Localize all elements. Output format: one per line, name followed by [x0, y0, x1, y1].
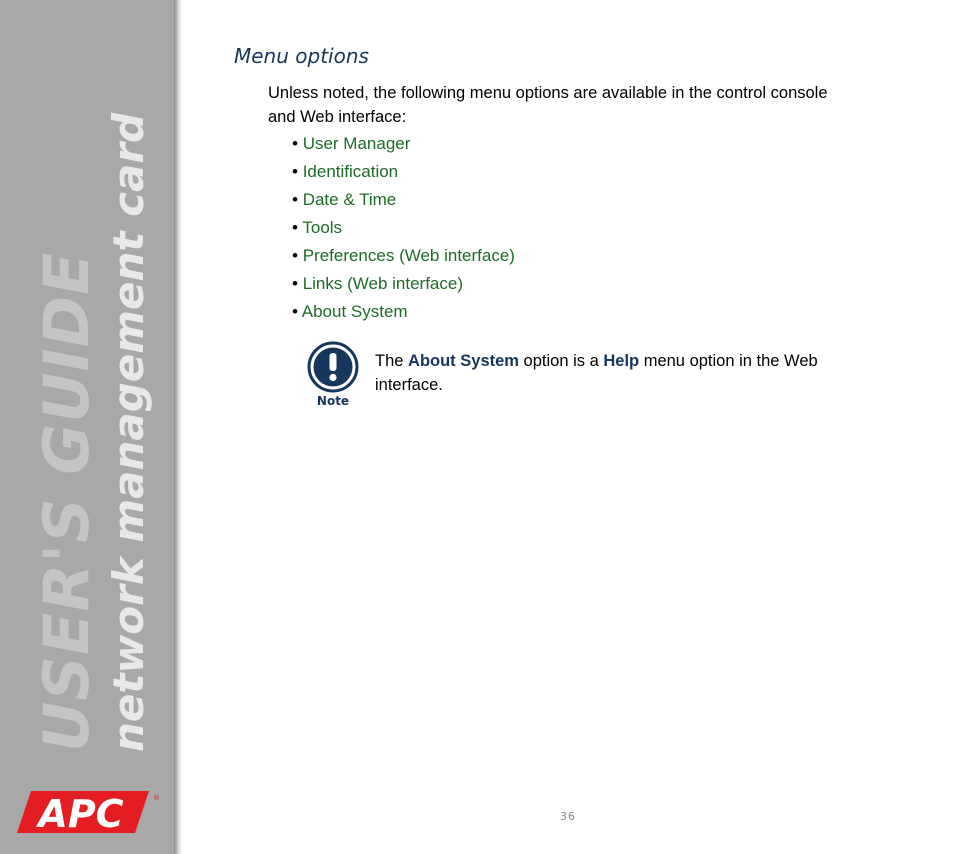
bullet: •: [292, 274, 298, 293]
note-icon-label: Note: [316, 394, 350, 408]
link-user-manager[interactable]: User Manager: [302, 134, 411, 153]
note-text-part: option is a: [518, 352, 604, 370]
bullet: •: [292, 134, 298, 153]
list-item: [292, 299, 515, 327]
list-item: [292, 271, 515, 299]
list-item: [292, 131, 515, 159]
svg-text:®: ®: [153, 794, 160, 802]
bullet: •: [292, 190, 298, 209]
note-text-part: menu option in the Web interface.: [375, 352, 818, 394]
list-item: [292, 187, 515, 215]
link-tools[interactable]: Tools: [302, 218, 343, 237]
bullet: •: [292, 218, 298, 237]
logo-text: APC: [38, 792, 124, 836]
intro-paragraph: Unless noted, the following menu options are available in the control console and Web interface:: [268, 84, 828, 126]
page-number: 36: [560, 810, 576, 823]
sidebar-shadow: [174, 0, 182, 854]
about-system-emphasis: About System: [408, 352, 519, 370]
list-item: [292, 243, 515, 271]
sidebar-title: USER'S GUIDE: [30, 251, 103, 752]
bullet: •: [292, 162, 298, 181]
bullet: •: [292, 246, 298, 265]
sidebar: [0, 0, 174, 854]
link-about-system[interactable]: About System: [301, 302, 408, 321]
help-emphasis: Help: [603, 352, 640, 370]
section-heading: Menu options: [234, 44, 369, 68]
list-item: [292, 159, 515, 187]
note-text-part: The: [375, 352, 409, 370]
note-text: [375, 349, 875, 397]
sidebar-subtitle: network management card: [104, 112, 153, 752]
link-identification[interactable]: Identification: [302, 162, 399, 181]
bullet: •: [292, 302, 298, 321]
menu-options-list: [292, 131, 515, 327]
exclamation-note-icon: [306, 340, 360, 410]
list-item: [292, 215, 515, 243]
link-date-time[interactable]: Date & Time: [302, 190, 397, 209]
apc-logo: [17, 791, 160, 836]
link-preferences[interactable]: Preferences (Web interface): [302, 246, 515, 265]
link-links[interactable]: Links (Web interface): [302, 274, 463, 293]
